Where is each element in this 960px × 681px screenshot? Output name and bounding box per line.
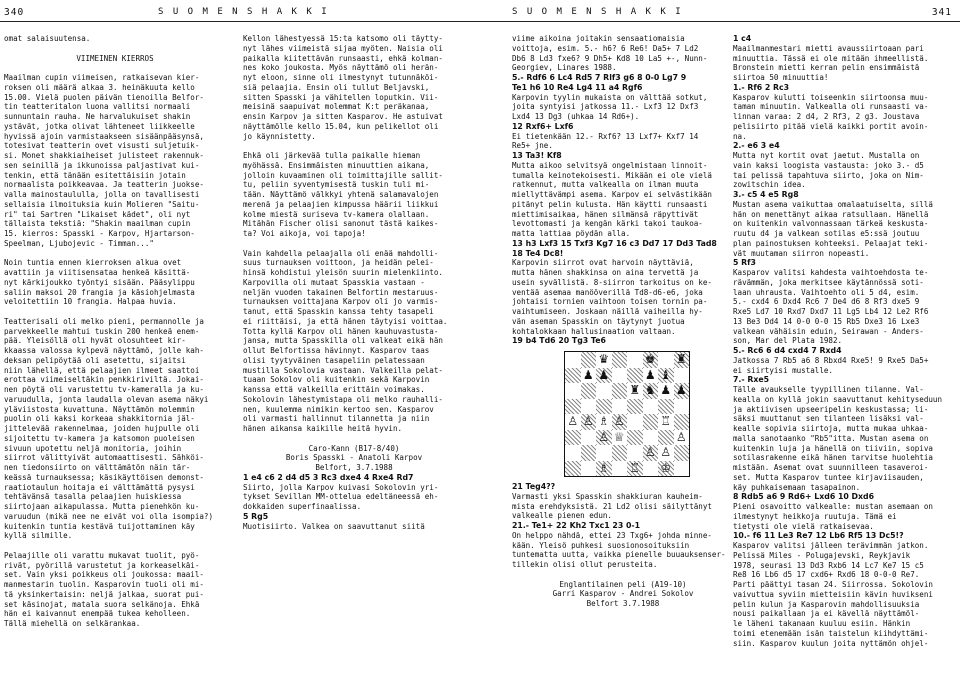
centered-heading: VIIMEINEN KIERROS xyxy=(76,53,154,63)
board-square: ♜ xyxy=(674,352,690,368)
paragraph: Karpovin siirrot ovat harvoin näyttäviä, mutta hänen shakkinsa on aina tervettä ja usein syvällistä. 8-siirron tarkoitus on ke- ventää asemaa manööverillä Td8-d6-e6, joka johtaisi tornien vaihtoon toisen tornin pa- vaihtumiseen. Joskaan näillä vaiheilla hy- vän aseman Spasskin on täytynyt juotua kohtalokkaan hallusinaation valtaan. xyxy=(512,258,712,336)
paragraph: Pelaajille oli varattu mukavat tuolit, pyö- rivät, pyörillä varustetut ja korkeaselkäi- set. Vain yksi poikkeus oli joukossa: maail- manmestarin tuolin. Kasparovin tuoli oli mi- tä yksinkertaisin: neljä jalkaa, suorat pui- set käsinojat, matala suora selkänoja. Ehkä hän ei kaivannut enempää tukea keholleen. Tällä miehellä on selkärankaa. xyxy=(4,550,204,628)
paragraph-gap xyxy=(4,307,226,317)
move-line: 3.- c5 4 e5 Rg8 xyxy=(733,190,799,199)
centered-heading: Caro-Kann (B17-8/40) xyxy=(308,443,400,453)
board-square: ♙ xyxy=(581,414,597,430)
paragraph: Maailmanmestari mietti avaussiirtoaan pari minuuttia. Tässä ei ole mitään ihmeellistä. Bronstein mietti kerran pelin ensimmäistä siirtoa 50 minuuttia! xyxy=(733,43,929,82)
board-square: ♙ xyxy=(660,445,672,459)
paragraph: Kasparov kulutti toiseenkin siirtoonsa muu- taman minuutin. Valkealla oli runsaasti va- linnan varaa: 2 d4, 2 Rf3, 2 g3. Joustava pelisiirto pitää vielä kaikki portit avoin- na. xyxy=(733,92,929,141)
paragraph: omat salaisuutensa. xyxy=(4,34,91,43)
paragraph: Ei tietenkään 12.- Rxf6? 13 Lxf7+ Kxf7 14 Re5+ jne. xyxy=(512,131,699,151)
board-square xyxy=(643,461,659,477)
paragraph: Karpovin tyylin mukaista on välttää sotkut, joita syntyisi jatkossa 11.- Lxf3 12 Dxf3 Lxd4 13 Dg3 (uhkaa 14 Rd6+). xyxy=(512,92,708,121)
paragraph: Siirto, jolla Karpov kuivasi Sokolovin yri- tykset Sevillan MM-ottelua edeltäneessä eh- dokkaiden superfinaalissa. xyxy=(243,482,439,511)
paragraph: Muotisiirto. Valkea on saavuttanut siitä xyxy=(243,521,425,531)
board-square xyxy=(643,430,659,446)
paragraph-gap xyxy=(4,249,226,259)
board-square: ♗ xyxy=(596,461,612,477)
centered-heading: Garri Kasparov - Andrei Sokolov xyxy=(552,589,694,599)
text-column xyxy=(512,34,734,609)
move-line: 13 Ta3! Kf8 xyxy=(512,151,562,160)
paragraph: On helppo nähdä, ettei 23 Txg6+ johda minne- kään. Yleisö puhkesi suosionosoituksiin tuntematta uutta, vaikka pienelle buuauksenser- tillekin olisi ollut perusteita. xyxy=(512,530,726,569)
board-square xyxy=(658,399,674,415)
centered-heading: Belfort 3.7.1988 xyxy=(586,599,660,608)
page-number: 341 xyxy=(931,7,952,18)
board-square xyxy=(581,352,597,368)
move-line: 2.- e6 3 e4 xyxy=(733,141,780,151)
board-square xyxy=(581,430,597,446)
paragraph-gap xyxy=(243,141,465,151)
move-line: 5 Rg5 xyxy=(243,511,269,521)
paragraph-gap xyxy=(4,44,226,54)
board-square xyxy=(627,430,643,446)
board-square: ♔ xyxy=(658,461,674,477)
paragraph: Vain kahdella pelaajalla oli enää mahdolli- suus turnauksen voittoon, ja heidän pelei- hinsä kohdistui yleisön suurin mielenkiinto. Karpovilla oli mutaat Spasskia vastaan - neljän vuoden takainen Belfortin mestaruus- turnauksen voittajana Karpov oli jo varmis- tanut, että Spasskin kanssa tehty tasapeli ei riittäisi, ja että hänen täytyisi voittaa. Totta kyllä Karpov oli hänen kauhuvastusta- jansa, mutta Spasskilla oli valkeat eikä hän ollut Belfortissa hävinnyt. Kasparov taas olisi tyytyväinen tasapeliin pelatessaan mustilla Sokolovia vastaan. Valkeilla pelat- tuaan Sokolov oli kuitenkin sekä Karpovin kanssa että valkeilla erittäin voimakas. Sokolovin lähestymistapa oli melko rauhalli- nen, kuulemma nimikin kertoo sen. Kasparov oli varmasti hallinnut tilannetta ja niin hänen aikansa kaikille heitä hyvin. xyxy=(243,248,448,433)
move-line: 21 Teg4?? xyxy=(512,482,556,491)
move-line: 5.- Rdf6 6 Lc4 Rd5 7 Rlf3 g6 8 0-0 Lg7 9 Te1 h6 10 Re4 Lg4 11 a4 Rgf6 xyxy=(512,73,687,92)
board-square xyxy=(612,399,628,415)
paragraph-gap xyxy=(243,239,465,249)
board-square xyxy=(581,445,597,461)
board-square xyxy=(565,352,581,368)
board-square: ♙ xyxy=(596,430,612,446)
board-square: ♙ xyxy=(675,429,687,444)
board-square xyxy=(674,414,690,430)
board-square xyxy=(674,368,690,384)
board-square xyxy=(565,368,581,384)
paragraph: Tälle avaukselle tyypillinen tilanne. Val- kealla on kyllä jokin saavuttanut kehityseduun ja aktiivisen upseeripelin keskustassa; li- säksi muuttanut sen tilanteen lisäksi val- kealle sopivia siirtoja, mutta mukaa uhkaa- malla sanotaanko "Rb5"itta. Mustan asema on kuitenkin luja ja hänellä on tiiviin, sopiva sotilasrakenne eikä hänen tarvitse huolehtia mistään. Asemat ovat suunnilleen tasaveroi- set. Mutta Kasparov tuntee kirjaviisauden, käy puhkaisemaan tasapainon. xyxy=(733,385,943,492)
move-line: 19 b4 Td6 20 Tg3 Te6 xyxy=(512,336,606,346)
text-column xyxy=(733,34,955,648)
board-square: ♙ xyxy=(612,414,628,430)
move-line: 1.- Rf6 2 Rc3 xyxy=(733,82,790,92)
board-square xyxy=(627,399,643,415)
paragraph: Jatkossa 7 Rb5 a6 8 Rbxd4 Rxe5! 9 Rxe5 Da5+ ei siirtyisi mustalle. xyxy=(733,355,929,375)
paragraph: Mustan asema vaikuttaa omalaatuiselta, sillä hän on menettänyt aikaa ratsullaan. Hänellä on kuitenkin valvonnassaan tärkeä keskusta- ruutu d4 ja valkean sotilas e5:ssä joutuu plan painostuksen kohteeksi. Pelaajat teki- vät muutaman siirron nopeasti. xyxy=(733,199,933,258)
move-line: 1 e4 c6 2 d4 d5 3 Rc3 dxe4 4 Rxe4 Rd7 xyxy=(243,472,414,482)
board-square xyxy=(674,399,690,415)
board-square: ♟ xyxy=(674,383,690,399)
board-square xyxy=(627,445,643,461)
move-line: 13 h3 Lxf3 15 Txf3 Kg7 16 c3 Dd7 17 Dd3 Tad8 18 Te4 Dc8! xyxy=(512,238,717,258)
board-square: ♟ xyxy=(644,367,656,382)
move-line: 8 Rdb5 a6 9 Rd6+ Lxd6 10 Dxd6 xyxy=(733,492,875,502)
board-square xyxy=(581,383,597,399)
board-square: ♙ xyxy=(643,445,659,461)
board-square xyxy=(565,383,581,399)
centered-heading: Boris Spasski - Anatoli Karpov xyxy=(285,453,423,463)
board-square xyxy=(596,399,612,415)
centered-heading: Belfort, 3.7.1988 xyxy=(315,463,393,472)
move-line: 21.- Te1+ 22 Kh2 Txc1 23 0-1 xyxy=(512,521,641,530)
chess-diagram xyxy=(564,351,690,477)
board-square xyxy=(612,352,628,368)
board-square xyxy=(658,352,674,368)
board-square xyxy=(581,461,597,477)
page-number: 340 xyxy=(4,7,25,18)
board-square: ♕ xyxy=(613,429,625,444)
board-square xyxy=(612,461,628,477)
move-line: 5.- Rc6 6 d4 cxd4 7 Rxd4 xyxy=(733,346,842,355)
board-square: ♞ xyxy=(643,383,659,399)
board-square xyxy=(643,399,659,415)
board-square: ♚ xyxy=(643,352,659,368)
centered-heading: Englantilainen peli (A19-10) xyxy=(559,579,687,589)
board-square xyxy=(627,352,643,368)
running-head: S U O M E N S H A K K I xyxy=(512,7,683,17)
board-square xyxy=(658,430,674,446)
board-square xyxy=(612,368,628,384)
board-square: ♛ xyxy=(598,352,610,366)
board-square xyxy=(565,445,581,461)
paragraph: Kellon lähestyessä 15:ta katsomo oli täytty- nyt lähes viimeistä sijaa myöten. Naisia oli paikalla kiitettävän runsaasti, ehkä kolman- nes koko joukosta. Myös näyttämö oli herän- nyt eloon, sinne oli ilmestynyt tutunnäköi- siä pelaajia. Ensin oli tullut Beljavski, sitten Spasski ja vähitellen loputkin. Vii- meisinä saapuivat molemmat K:t peräkanaa, ensin Karpov ja sitten Kasparov. He astuivat näyttämölle kello 15.04, kun pelikellot oli jo käynnistetty. xyxy=(243,34,443,141)
board-square: ♟ xyxy=(660,383,672,397)
board-square: ♝ xyxy=(658,368,674,384)
board-square xyxy=(643,414,659,430)
paragraph: Noin tuntia ennen kierroksen alkua ovet avattiin ja viitisensataa henkeä käsittä- nyt kärkijoukko työntyi sisään. Pääsylippu saliin maksoi 20 frangia ja käsiohjelmasta veloitettiin 10 frangia. Halpaa huvia. xyxy=(4,258,195,307)
header-rule xyxy=(0,21,480,22)
board-square xyxy=(612,445,628,461)
running-head: S U O M E N S H A K K I xyxy=(158,7,329,17)
board-square: ♙ xyxy=(567,414,579,428)
board-square: ♟ xyxy=(582,367,594,382)
board-square xyxy=(612,383,628,399)
move-line: 12 Rxf6+ Lxf6 xyxy=(512,121,574,131)
header-rule xyxy=(480,21,960,22)
page-header xyxy=(0,6,480,22)
board-square xyxy=(674,461,690,477)
paragraph-gap xyxy=(512,570,734,580)
board-square xyxy=(627,414,643,430)
paragraph: Varmasti yksi Spasskin shakkiuran kauheim- mista erehdyksistä. 21 Ld2 olisi säilyttänyt valkealle pienen edun. xyxy=(512,491,712,521)
paragraph: Kasparov valitsi jälleen terävimmän jatkon. Pelissä Miles - Polugajevski, Reykjavik 1978, seurasi 13 Dd3 Rxb6 14 Lc7 Ke7 15 c5 Re8 16 Lb6 d5 17 cxd6+ Rxd6 18 0-0-0 Re7. Parti päättyi tasan 24. Siirrossa. Sokolovin vaivuttua syviin mietteisiin kävin huvikseni pelin kulun ja Kasparovin mahdollisuuksia nousi paikallaan ja ei kävellä näyttämöl- le läheni takanaan kuuluu esiin. Hänkin toimi etenemään isän taistelun kiihdyttämi- siin. Kasparov kuulun joita nyttämön ohjel- xyxy=(733,541,933,648)
board-square xyxy=(596,383,612,399)
paragraph: Pieni osavoitto valkealle: mustan asemaan on ilmestynyt heikkoja ruutuja. Tämä ei tietysti ole vielä ratkaisevaa. xyxy=(733,502,933,531)
paragraph-gap xyxy=(4,541,226,551)
text-column xyxy=(4,34,226,629)
paragraph: Mutta aikoo selvitsyä ongelmistaan linnoit- tumalla keinotekoisesti. Mikään ei ole vielä ratkennut, mutta valkealla on ilman muuta miellyttävämpi asema. Karpov ei selvästikään pitänyt pelin kulusta. Hän käytti runsaasti miettimisaikaa, hänen silmänsä räpyttivät levottomasti ja kengän kärki takoi taukoa- matta lattiaa pöydän alla. xyxy=(512,160,712,238)
paragraph: Ehkä oli järkevää tulla paikalle hieman myöhässä. Ensimmäisten minuuttien aikana, jolloin kuvaaminen oli toimittajille sallit- tu, peliin syventymisestä tuskin tuli mi- tään. Näyttämö välkkyi yhtenä salamavalojen merenä ja pelaajien kimpussa häärii liikkui kolme miestä suriseva tv-kamera olallaan. Mitähän Fischer olisi sanonut tästä kaikes- ta? Voi aikoja, voi tapoja! xyxy=(243,151,443,238)
right-page xyxy=(480,0,960,681)
board-square xyxy=(596,445,612,461)
board-square: ♗ xyxy=(598,414,610,428)
paragraph: Maailman cupin viimeisen, ratkaisevan kier- roksen oli määrä alkaa 3. heinäkuuta kello 15.00. Vielä puolen päivän tienoilla Belfor- tin teatteritalon luona vallitsi normaali sunnuntain rauha. Ne harvalukuiset shakin ystävät, jotka olivat lähteneet liikkeelle hyvissä ajoin varmistaakseen sisäänpääsynsä, totesivat teatterin ovet visusti suljetuik- si. Monet shakkiaiheiset julisteet rakennuk- sen seinillä ja ikkunoissa paljastivat kui- tenkin, että tänään esitettäisiin jotain normaalista poikkeavaa. Ja teatterin juokse- valla mainostaululla, jolla on tavallisesti sellaisia ilmoituksia kuin Molieren "Saitu- ri" tai Sartren "Likaiset kädet", oli nyt tällaista tekstiä: "Shakin maailman cupin 15. kierros: Spasski - Karpov, Hjartarson- Speelman, Ljubojevic - Timman..." xyxy=(4,73,204,248)
board-square: ♜ xyxy=(629,383,641,397)
paragraph: Kasparov valitsi kahdesta vaihtoehdosta te- rävämmän, joka merkitsee käytännössä soti- laan uhrausta. Vaihtoehto oli 5 d4, esim. 5.- cxd4 6 Dxd4 Rc6 7 De4 d6 8 Rf3 dxe5 9 Rxe5 Ld7 10 Rxd7 Dxd7 11 Lg5 Lb4 12 Le2 Rf6 13 Be3 Dd4 14 0-0 0-0 15 Rb5 Dxe3 16 Lxe3 valkean vähäisin eduin, Seirawan - Anders- son, Mar del Plata 1982. xyxy=(733,268,929,346)
paragraph: Teatterisali oli melko pieni, permannolle ja parvekkeelle mahtui tuskin 200 henkeä enem- pää. Yleisöllä oli hyvät olosuhteet kir- kkaassa valossa kylpevä näyttämö, jolle kah- deksan pelipöytää oli asetettu, sijaitsi niin lähellä, että pelaajien ilmeet saattoi erottaa viimeiseltäkin penkkiriviltä. Jokai- nen pöytä oli varustettu tv-kameralla ja ku- varuudulla, jonta laudalla olevan asema näkyi yläviistosta kuvattuna. Näyttämön molemmin puolin oli kaksi korkeaa shakkitornia jäl- jittelevää rakennelmaa, joiden hujpulle oli sijoitettu tv-kamera ja katsomon puoleisen sivuun upotettu neljä monitoria, joihin siirrot välittyivät automaattisesti. Sähköi- nen tiedonsiirto on välttämätön näin tär- keässä turnauksessa; käsikäyttöisen demonst- raatiotaulun hoitaja ei välttämättä pysysi tehtävänsä tasalla pelaajien huiskiessa siirtojaan aikapulassa. Mutta pienehkön ku- varuudun (mikä nee ne eivät voi olla isompia?) kuitenkin tuntia kestävä tuijottaminen käy kyllä silmille. xyxy=(4,316,214,541)
text-column xyxy=(243,34,465,531)
board-square: ♖ xyxy=(627,461,643,477)
board-square xyxy=(565,461,581,477)
board-square xyxy=(674,445,690,461)
board-square xyxy=(581,399,597,415)
board-square: ♟ xyxy=(596,368,612,384)
move-line: 10.- f6 11 Le3 Re7 12 Lb6 Rf5 13 Dc5!? xyxy=(733,531,904,541)
board-square xyxy=(627,368,643,384)
move-line: 5 Rf3 xyxy=(733,258,756,268)
move-line: 7.- Rxe5 xyxy=(733,375,770,385)
board-square xyxy=(565,430,581,446)
paragraph: viime aikoina joitakin sensaatiomaisia voittoja, esim. 5.- h6? 6 Re6! Da5+ 7 Ld2 Db6 8 Ld3 fxe6? 9 Dh5+ Kd8 10 La5 +-, Nunn- Georgiev, Linares 1988. xyxy=(512,34,708,73)
move-line: 1 c4 xyxy=(733,34,752,43)
page-header xyxy=(480,6,960,22)
board-square: ♖ xyxy=(660,414,672,428)
paragraph-gap xyxy=(243,434,465,444)
board-square xyxy=(565,399,581,415)
paragraph: Mutta nyt kortit ovat jaetut. Mustalla on vain kaksi loogista vastausta: joko 3.- d5 tai pelissä tapahtuva siirto, joka on Nim- zowitschin idea. xyxy=(733,151,924,190)
paragraph-gap xyxy=(4,63,226,73)
